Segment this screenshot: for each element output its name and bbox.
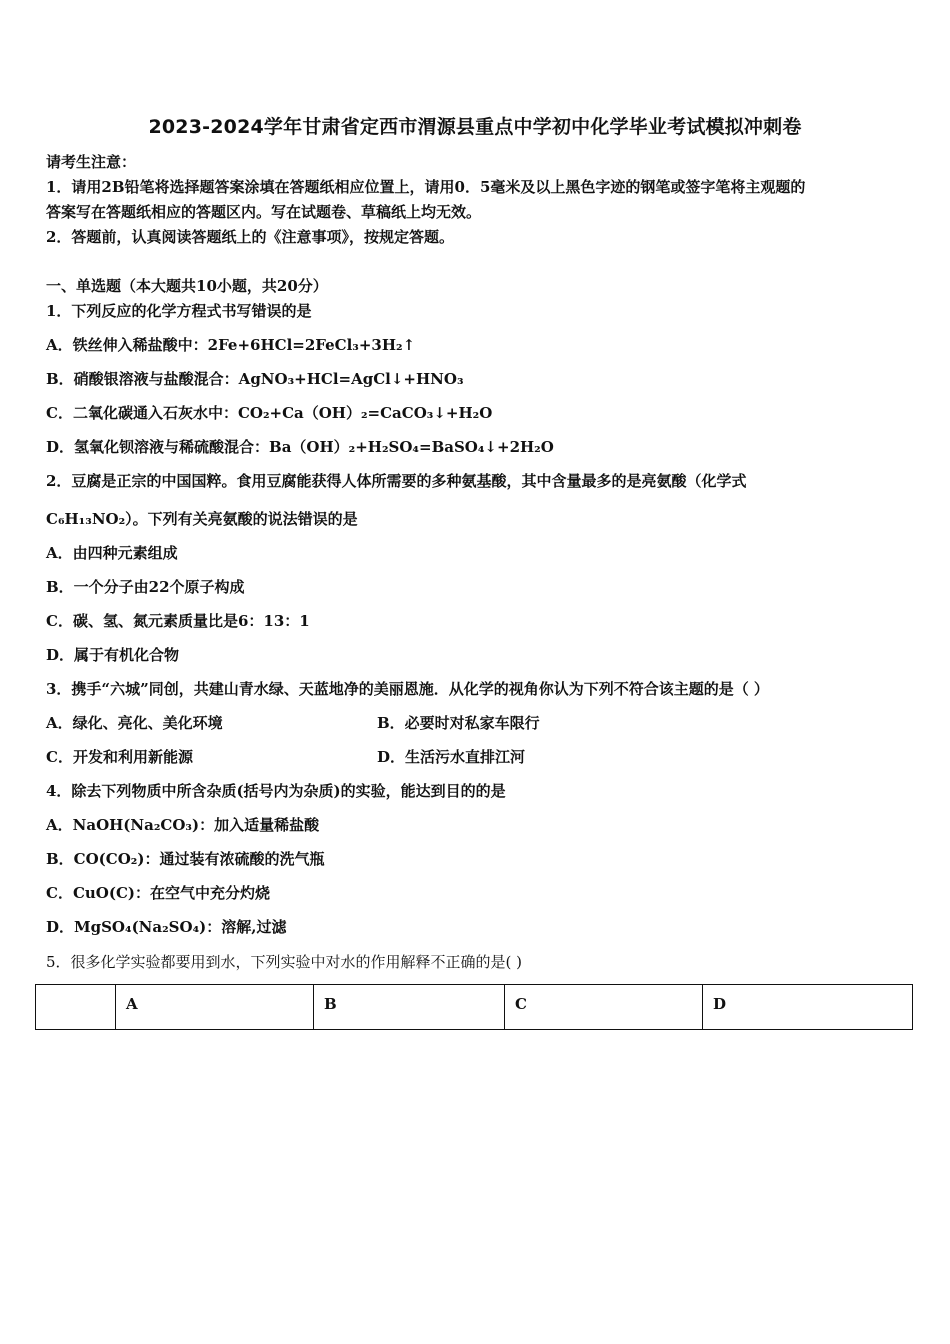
section-heading: 一、单选题（本大题共10小题，共20分） — [46, 277, 328, 295]
q5-table-header-d: D — [702, 985, 912, 1029]
q5-table-header-a: A — [115, 985, 313, 1029]
q3-option-d: D．生活污水直排江河 — [377, 748, 526, 766]
notice-item-2: 2．答题前，认真阅读答题纸上的《注意事项》，按规定答题。 — [46, 228, 454, 246]
notice-item-1b: 答案写在答题纸相应的答题区内。写在试题卷、草稿纸上均无效。 — [46, 203, 482, 221]
q5-table-header-c: C — [504, 985, 702, 1029]
q3-option-a: A．绿化、亮化、美化环境 — [46, 714, 223, 732]
q3-stem: 3．携手“六城”同创，共建山青水绿、天蓝地净的美丽恩施．从化学的视角你认为下列不符合该主题的是（ ） — [46, 680, 769, 698]
q4-stem: 4．除去下列物质中所含杂质(括号内为杂质)的实验，能达到目的的是 — [46, 782, 506, 800]
q4-option-c: C．CuO(C)：在空气中充分灼烧 — [46, 884, 270, 902]
q1-option-c: C．二氧化碳通入石灰水中：CO₂+Ca（OH）₂=CaCO₃↓+H₂O — [46, 404, 493, 422]
q1-stem: 1．下列反应的化学方程式书写错误的是 — [46, 302, 312, 320]
q3-option-c: C．开发和利用新能源 — [46, 748, 193, 766]
q2-option-a: A．由四种元素组成 — [46, 544, 178, 562]
q5-stem: 5．很多化学实验都要用到水，下列实验中对水的作用解释不正确的是( ) — [46, 953, 523, 971]
q5-table-header-b: B — [313, 985, 504, 1029]
q4-option-b: B．CO(CO₂)：通过装有浓硫酸的洗气瓶 — [46, 850, 325, 868]
notice-item-1a: 1．请用2B铅笔将选择题答案涂填在答题纸相应位置上，请用0．5毫米及以上黑色字迹的钢笔或签字笔将主观题的 — [46, 178, 806, 196]
q2-option-b: B．一个分子由22个原子构成 — [46, 578, 245, 596]
q2-option-d: D．属于有机化合物 — [46, 646, 180, 664]
q2-stem-b: C₆H₁₃NO₂）。下列有关亮氨酸的说法错误的是 — [46, 510, 358, 528]
q3-option-b: B．必要时对私家车限行 — [377, 714, 540, 732]
q4-option-a: A．NaOH(Na₂CO₃)：加入适量稀盐酸 — [46, 816, 320, 834]
q1-option-a: A．铁丝伸入稀盐酸中：2Fe+6HCl=2FeCl₃+3H₂↑ — [46, 336, 416, 354]
q1-option-d: D．氢氧化钡溶液与稀硫酸混合：Ba（OH）₂+H₂SO₄=BaSO₄↓+2H₂O — [46, 438, 554, 456]
q5-table — [35, 984, 913, 1030]
q5-table-header-blank — [36, 985, 115, 1029]
notice-heading: 请考生注意： — [46, 153, 137, 171]
q1-option-b: B．硝酸银溶液与盐酸混合：AgNO₃+HCl=AgCl↓+HNO₃ — [46, 370, 464, 388]
q4-option-d: D．MgSO₄(Na₂SO₄)：溶解,过滤 — [46, 918, 287, 936]
q2-stem-a: 2．豆腐是正宗的中国国粹。食用豆腐能获得人体所需要的多种氨基酸，其中含量最多的是亮氨酸（化学式 — [46, 472, 747, 490]
page-title: 2023-2024学年甘肃省定西市渭源县重点中学初中化学毕业考试模拟冲刺卷 — [148, 116, 802, 138]
q2-option-c: C．碳、氢、氮元素质量比是6：13：1 — [46, 612, 310, 630]
